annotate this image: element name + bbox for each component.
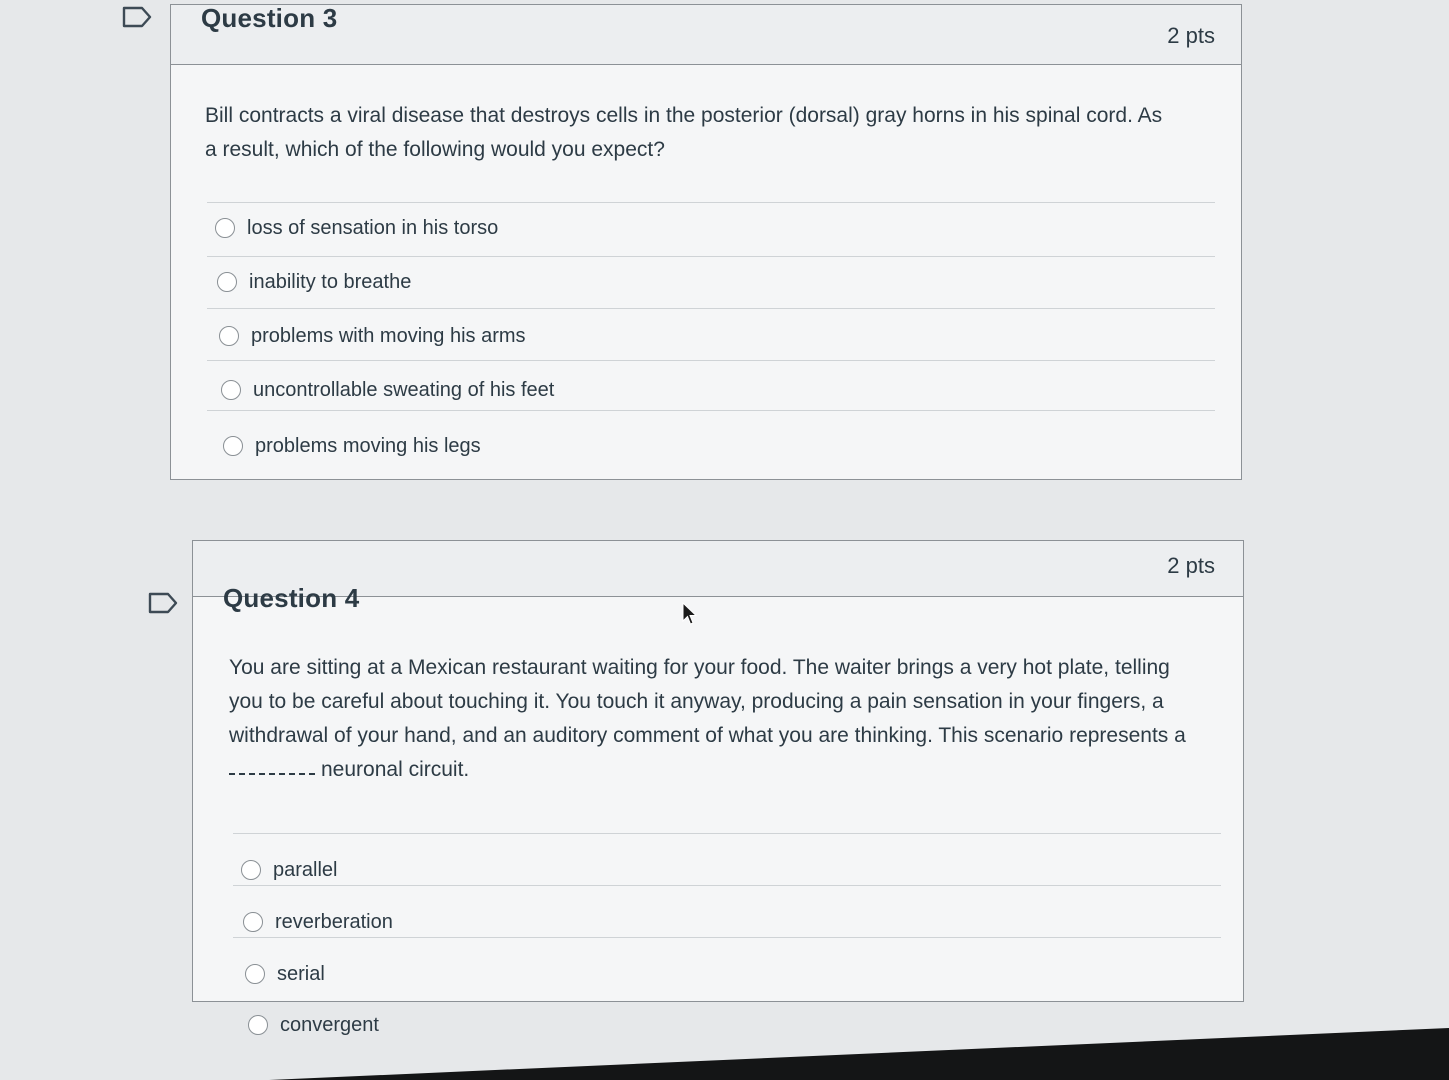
question-3-answer-5[interactable] [223,429,481,463]
question-3-answer-3[interactable] [219,319,526,353]
monitor-bezel [269,1028,1449,1080]
question-4-text-line: neuronal circuit. [321,758,470,781]
question-3-text [205,99,1215,167]
radio-button-icon[interactable] [245,964,265,984]
bookmark-flag-icon [148,592,178,614]
answer-divider [233,937,1221,938]
radio-button-icon[interactable] [217,272,237,292]
answer-label[interactable]: problems with moving his arms [251,324,526,347]
answer-label[interactable]: reverberation [275,910,393,933]
answer-label[interactable]: serial [277,962,325,985]
radio-button-icon[interactable] [241,860,261,880]
answer-label[interactable]: convergent [280,1013,379,1036]
question-4-text-line: you to be careful about touching it. You touch it anyway, producing a pain sensation in your fingers, a [229,690,1164,713]
question-4-answer-4[interactable] [248,1008,379,1042]
mouse-pointer-icon [682,602,698,626]
question-4-title: Question 4 [223,583,360,613]
question-4-text-line: You are sitting at a Mexican restaurant waiting for your food. The waiter brings a very hot plate, telling [229,656,1170,679]
answer-label[interactable]: loss of sensation in his torso [247,216,499,239]
answer-label[interactable]: uncontrollable sweating of his feet [253,378,555,401]
radio-button-icon[interactable] [248,1015,268,1035]
answer-divider [207,202,1215,203]
question-4-answer-3[interactable] [245,957,325,991]
question-3-header [171,5,1241,65]
radio-button-icon[interactable] [221,380,241,400]
answer-label[interactable]: inability to breathe [249,270,412,293]
question-3-points: 2 pts [1167,23,1215,48]
question-4-text-line: withdrawal of your hand, and an auditory comment of what you are thinking. This scenario represents a [229,724,1186,747]
question-4-answer-2[interactable] [243,905,393,939]
question-3-text-line: Bill contracts a viral disease that destroys cells in the posterior (dorsal) gray horns in his spinal cord. As [205,104,1163,127]
question-3-text-line: a result, which of the following would you expect? [205,138,665,161]
answer-divider [207,256,1215,257]
question-3-card [170,4,1242,480]
question-3-answer-2[interactable] [217,265,411,299]
question-3-answer-1[interactable] [215,211,498,245]
answer-divider [207,308,1215,309]
question-4-answer-1[interactable] [241,853,337,887]
answer-divider [233,833,1221,834]
fill-in-blank [229,773,315,775]
question-4-header [193,541,1243,613]
question-4-text-line-blank [229,753,1229,787]
radio-button-icon[interactable] [243,912,263,932]
question-4-text [229,651,1229,787]
answer-divider [207,410,1215,411]
bookmark-flag-icon [122,6,152,28]
question-4-card [192,540,1244,1002]
radio-button-icon[interactable] [223,436,243,456]
radio-button-icon[interactable] [219,326,239,346]
flag-question-4-icon[interactable] [148,592,178,614]
question-3-title: Question 3 [201,3,338,33]
question-4-points: 2 pts [1167,553,1215,578]
answer-label[interactable]: problems moving his legs [255,434,481,457]
answer-divider [207,360,1215,361]
radio-button-icon[interactable] [215,218,235,238]
flag-question-3-icon[interactable] [122,6,152,28]
answer-label[interactable]: parallel [273,858,338,881]
question-3-answer-4[interactable] [221,373,554,407]
answer-divider [233,885,1221,886]
